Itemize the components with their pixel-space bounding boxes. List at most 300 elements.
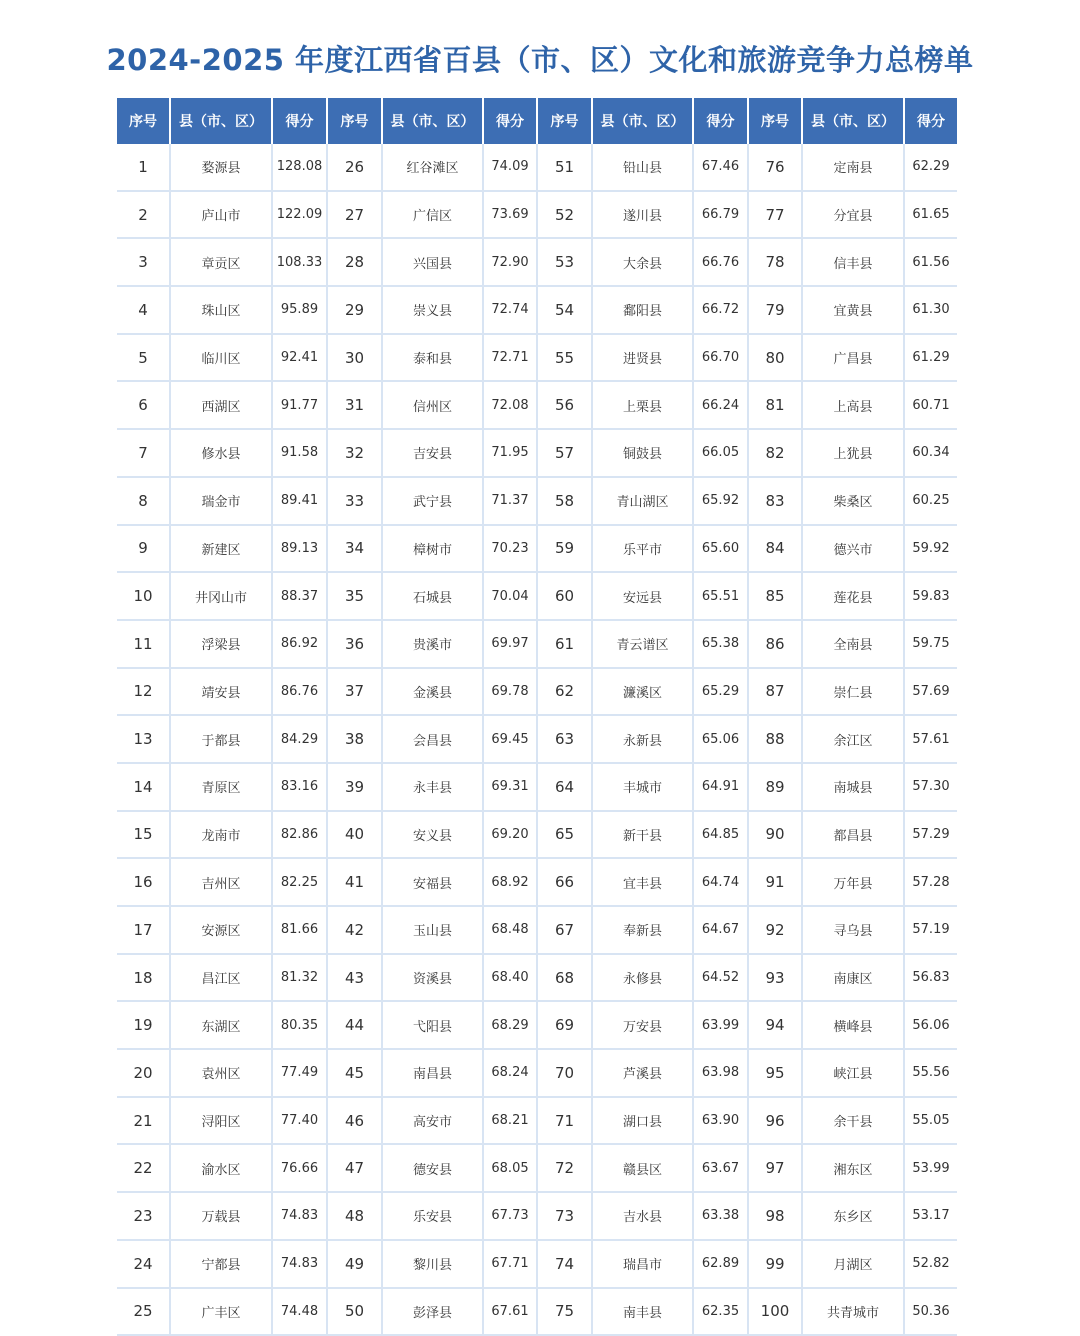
score-cell: 53.17 bbox=[904, 1192, 957, 1240]
rank-cell: 42 bbox=[327, 906, 382, 954]
rank-cell: 76 bbox=[748, 144, 802, 191]
county-name-cell: 万载县 bbox=[170, 1192, 272, 1240]
table-row bbox=[117, 668, 957, 716]
county-name-cell: 万年县 bbox=[802, 858, 904, 906]
rank-cell: 56 bbox=[537, 381, 592, 429]
score-cell: 61.30 bbox=[904, 286, 957, 334]
score-cell: 76.66 bbox=[272, 1144, 327, 1192]
score-cell: 55.05 bbox=[904, 1097, 957, 1145]
score-cell: 72.71 bbox=[483, 334, 537, 382]
column-header: 县（市、区） bbox=[170, 98, 272, 144]
table-row bbox=[117, 381, 957, 429]
table-row bbox=[117, 954, 957, 1002]
rank-cell: 72 bbox=[537, 1144, 592, 1192]
rank-cell: 77 bbox=[748, 191, 802, 239]
score-cell: 80.35 bbox=[272, 1001, 327, 1049]
score-cell: 68.48 bbox=[483, 906, 537, 954]
county-name-cell: 德兴市 bbox=[802, 525, 904, 573]
rank-cell: 26 bbox=[327, 144, 382, 191]
score-cell: 81.32 bbox=[272, 954, 327, 1002]
column-header: 序号 bbox=[748, 98, 802, 144]
score-cell: 61.56 bbox=[904, 238, 957, 286]
table-header-row bbox=[117, 98, 957, 144]
score-cell: 63.98 bbox=[693, 1049, 748, 1097]
score-cell: 65.60 bbox=[693, 525, 748, 573]
county-name-cell: 青原区 bbox=[170, 763, 272, 811]
score-cell: 62.89 bbox=[693, 1240, 748, 1288]
county-name-cell: 信丰县 bbox=[802, 238, 904, 286]
county-name-cell: 高安市 bbox=[382, 1097, 483, 1145]
rank-cell: 16 bbox=[117, 858, 170, 906]
rank-cell: 62 bbox=[537, 668, 592, 716]
rank-cell: 24 bbox=[117, 1240, 170, 1288]
score-cell: 62.29 bbox=[904, 144, 957, 191]
score-cell: 91.77 bbox=[272, 381, 327, 429]
rank-cell: 13 bbox=[117, 715, 170, 763]
rank-cell: 81 bbox=[748, 381, 802, 429]
score-cell: 72.74 bbox=[483, 286, 537, 334]
county-name-cell: 宜丰县 bbox=[592, 858, 693, 906]
score-cell: 53.99 bbox=[904, 1144, 957, 1192]
county-name-cell: 昌江区 bbox=[170, 954, 272, 1002]
column-header: 县（市、区） bbox=[382, 98, 483, 144]
rank-cell: 33 bbox=[327, 477, 382, 525]
county-name-cell: 浔阳区 bbox=[170, 1097, 272, 1145]
county-name-cell: 南城县 bbox=[802, 763, 904, 811]
county-name-cell: 樟树市 bbox=[382, 525, 483, 573]
rank-cell: 14 bbox=[117, 763, 170, 811]
score-cell: 57.29 bbox=[904, 811, 957, 859]
county-name-cell: 安义县 bbox=[382, 811, 483, 859]
rank-cell: 40 bbox=[327, 811, 382, 859]
county-name-cell: 乐平市 bbox=[592, 525, 693, 573]
rank-cell: 27 bbox=[327, 191, 382, 239]
county-name-cell: 横峰县 bbox=[802, 1001, 904, 1049]
rank-cell: 44 bbox=[327, 1001, 382, 1049]
score-cell: 65.92 bbox=[693, 477, 748, 525]
rank-cell: 25 bbox=[117, 1288, 170, 1336]
table-row bbox=[117, 1097, 957, 1145]
rank-cell: 69 bbox=[537, 1001, 592, 1049]
score-cell: 52.82 bbox=[904, 1240, 957, 1288]
county-name-cell: 珠山区 bbox=[170, 286, 272, 334]
score-cell: 68.24 bbox=[483, 1049, 537, 1097]
table-row bbox=[117, 811, 957, 859]
county-name-cell: 渝水区 bbox=[170, 1144, 272, 1192]
score-cell: 70.23 bbox=[483, 525, 537, 573]
table-row bbox=[117, 858, 957, 906]
county-name-cell: 永丰县 bbox=[382, 763, 483, 811]
rank-cell: 75 bbox=[537, 1288, 592, 1336]
score-cell: 60.25 bbox=[904, 477, 957, 525]
county-name-cell: 上犹县 bbox=[802, 429, 904, 477]
table-row bbox=[117, 1192, 957, 1240]
rank-cell: 92 bbox=[748, 906, 802, 954]
county-name-cell: 靖安县 bbox=[170, 668, 272, 716]
county-name-cell: 进贤县 bbox=[592, 334, 693, 382]
score-cell: 84.29 bbox=[272, 715, 327, 763]
rank-cell: 7 bbox=[117, 429, 170, 477]
score-cell: 66.05 bbox=[693, 429, 748, 477]
score-cell: 63.99 bbox=[693, 1001, 748, 1049]
county-name-cell: 青山湖区 bbox=[592, 477, 693, 525]
county-name-cell: 大余县 bbox=[592, 238, 693, 286]
rank-cell: 58 bbox=[537, 477, 592, 525]
rank-cell: 88 bbox=[748, 715, 802, 763]
score-cell: 64.52 bbox=[693, 954, 748, 1002]
rank-cell: 1 bbox=[117, 144, 170, 191]
score-cell: 65.06 bbox=[693, 715, 748, 763]
score-cell: 65.29 bbox=[693, 668, 748, 716]
county-name-cell: 广昌县 bbox=[802, 334, 904, 382]
score-cell: 69.97 bbox=[483, 620, 537, 668]
column-header: 得分 bbox=[272, 98, 327, 144]
score-cell: 64.91 bbox=[693, 763, 748, 811]
rank-cell: 85 bbox=[748, 572, 802, 620]
county-name-cell: 庐山市 bbox=[170, 191, 272, 239]
county-name-cell: 鄱阳县 bbox=[592, 286, 693, 334]
rank-cell: 91 bbox=[748, 858, 802, 906]
rank-cell: 51 bbox=[537, 144, 592, 191]
county-name-cell: 铜鼓县 bbox=[592, 429, 693, 477]
rank-cell: 55 bbox=[537, 334, 592, 382]
county-name-cell: 南丰县 bbox=[592, 1288, 693, 1336]
rank-cell: 95 bbox=[748, 1049, 802, 1097]
score-cell: 86.92 bbox=[272, 620, 327, 668]
county-name-cell: 上高县 bbox=[802, 381, 904, 429]
score-cell: 68.05 bbox=[483, 1144, 537, 1192]
rank-cell: 37 bbox=[327, 668, 382, 716]
score-cell: 81.66 bbox=[272, 906, 327, 954]
column-header: 得分 bbox=[483, 98, 537, 144]
rank-cell: 87 bbox=[748, 668, 802, 716]
score-cell: 66.70 bbox=[693, 334, 748, 382]
rank-cell: 48 bbox=[327, 1192, 382, 1240]
county-name-cell: 新建区 bbox=[170, 525, 272, 573]
rank-cell: 61 bbox=[537, 620, 592, 668]
score-cell: 61.29 bbox=[904, 334, 957, 382]
table-row bbox=[117, 715, 957, 763]
score-cell: 66.76 bbox=[693, 238, 748, 286]
county-name-cell: 湘东区 bbox=[802, 1144, 904, 1192]
rank-cell: 4 bbox=[117, 286, 170, 334]
rank-cell: 5 bbox=[117, 334, 170, 382]
score-cell: 57.61 bbox=[904, 715, 957, 763]
table-row bbox=[117, 238, 957, 286]
score-cell: 83.16 bbox=[272, 763, 327, 811]
score-cell: 62.35 bbox=[693, 1288, 748, 1336]
rank-cell: 19 bbox=[117, 1001, 170, 1049]
score-cell: 82.86 bbox=[272, 811, 327, 859]
column-header: 县（市、区） bbox=[592, 98, 693, 144]
county-name-cell: 吉州区 bbox=[170, 858, 272, 906]
rank-cell: 63 bbox=[537, 715, 592, 763]
county-name-cell: 东湖区 bbox=[170, 1001, 272, 1049]
score-cell: 66.24 bbox=[693, 381, 748, 429]
table-row bbox=[117, 1144, 957, 1192]
table-row bbox=[117, 1001, 957, 1049]
county-name-cell: 宜黄县 bbox=[802, 286, 904, 334]
rank-cell: 38 bbox=[327, 715, 382, 763]
rank-cell: 96 bbox=[748, 1097, 802, 1145]
score-cell: 74.83 bbox=[272, 1192, 327, 1240]
score-cell: 66.72 bbox=[693, 286, 748, 334]
rank-cell: 20 bbox=[117, 1049, 170, 1097]
county-name-cell: 瑞昌市 bbox=[592, 1240, 693, 1288]
column-header: 序号 bbox=[327, 98, 382, 144]
rank-cell: 11 bbox=[117, 620, 170, 668]
rank-cell: 53 bbox=[537, 238, 592, 286]
score-cell: 67.46 bbox=[693, 144, 748, 191]
county-name-cell: 崇义县 bbox=[382, 286, 483, 334]
score-cell: 68.29 bbox=[483, 1001, 537, 1049]
county-name-cell: 袁州区 bbox=[170, 1049, 272, 1097]
county-name-cell: 泰和县 bbox=[382, 334, 483, 382]
table-row bbox=[117, 1288, 957, 1336]
rank-cell: 70 bbox=[537, 1049, 592, 1097]
county-name-cell: 余干县 bbox=[802, 1097, 904, 1145]
score-cell: 77.49 bbox=[272, 1049, 327, 1097]
rank-cell: 93 bbox=[748, 954, 802, 1002]
county-name-cell: 德安县 bbox=[382, 1144, 483, 1192]
rank-cell: 29 bbox=[327, 286, 382, 334]
county-name-cell: 共青城市 bbox=[802, 1288, 904, 1336]
score-cell: 59.92 bbox=[904, 525, 957, 573]
rank-cell: 82 bbox=[748, 429, 802, 477]
county-name-cell: 乐安县 bbox=[382, 1192, 483, 1240]
rank-cell: 89 bbox=[748, 763, 802, 811]
score-cell: 69.78 bbox=[483, 668, 537, 716]
score-cell: 68.92 bbox=[483, 858, 537, 906]
score-cell: 72.90 bbox=[483, 238, 537, 286]
rank-cell: 52 bbox=[537, 191, 592, 239]
county-name-cell: 贵溪市 bbox=[382, 620, 483, 668]
rank-cell: 67 bbox=[537, 906, 592, 954]
county-name-cell: 弋阳县 bbox=[382, 1001, 483, 1049]
rank-cell: 39 bbox=[327, 763, 382, 811]
score-cell: 57.69 bbox=[904, 668, 957, 716]
score-cell: 57.30 bbox=[904, 763, 957, 811]
rank-cell: 73 bbox=[537, 1192, 592, 1240]
score-cell: 69.45 bbox=[483, 715, 537, 763]
county-name-cell: 分宜县 bbox=[802, 191, 904, 239]
table-body bbox=[117, 144, 957, 1335]
ranking-table bbox=[117, 98, 957, 1336]
score-cell: 89.41 bbox=[272, 477, 327, 525]
county-name-cell: 万安县 bbox=[592, 1001, 693, 1049]
rank-cell: 46 bbox=[327, 1097, 382, 1145]
score-cell: 57.19 bbox=[904, 906, 957, 954]
rank-cell: 74 bbox=[537, 1240, 592, 1288]
county-name-cell: 黎川县 bbox=[382, 1240, 483, 1288]
score-cell: 128.08 bbox=[272, 144, 327, 191]
rank-cell: 65 bbox=[537, 811, 592, 859]
score-cell: 69.20 bbox=[483, 811, 537, 859]
score-cell: 108.33 bbox=[272, 238, 327, 286]
score-cell: 68.40 bbox=[483, 954, 537, 1002]
score-cell: 56.83 bbox=[904, 954, 957, 1002]
rank-cell: 6 bbox=[117, 381, 170, 429]
county-name-cell: 丰城市 bbox=[592, 763, 693, 811]
rank-cell: 43 bbox=[327, 954, 382, 1002]
rank-cell: 80 bbox=[748, 334, 802, 382]
rank-cell: 35 bbox=[327, 572, 382, 620]
score-cell: 60.71 bbox=[904, 381, 957, 429]
county-name-cell: 东乡区 bbox=[802, 1192, 904, 1240]
county-name-cell: 彭泽县 bbox=[382, 1288, 483, 1336]
county-name-cell: 资溪县 bbox=[382, 954, 483, 1002]
rank-cell: 30 bbox=[327, 334, 382, 382]
county-name-cell: 永新县 bbox=[592, 715, 693, 763]
score-cell: 88.37 bbox=[272, 572, 327, 620]
score-cell: 61.65 bbox=[904, 191, 957, 239]
score-cell: 82.25 bbox=[272, 858, 327, 906]
county-name-cell: 吉水县 bbox=[592, 1192, 693, 1240]
county-name-cell: 龙南市 bbox=[170, 811, 272, 859]
rank-cell: 86 bbox=[748, 620, 802, 668]
county-name-cell: 月湖区 bbox=[802, 1240, 904, 1288]
county-name-cell: 武宁县 bbox=[382, 477, 483, 525]
county-name-cell: 余江区 bbox=[802, 715, 904, 763]
rank-cell: 45 bbox=[327, 1049, 382, 1097]
county-name-cell: 宁都县 bbox=[170, 1240, 272, 1288]
rank-cell: 98 bbox=[748, 1192, 802, 1240]
rank-cell: 21 bbox=[117, 1097, 170, 1145]
score-cell: 65.51 bbox=[693, 572, 748, 620]
table-row bbox=[117, 429, 957, 477]
rank-cell: 2 bbox=[117, 191, 170, 239]
score-cell: 64.67 bbox=[693, 906, 748, 954]
rank-cell: 97 bbox=[748, 1144, 802, 1192]
score-cell: 122.09 bbox=[272, 191, 327, 239]
county-name-cell: 修水县 bbox=[170, 429, 272, 477]
county-name-cell: 安远县 bbox=[592, 572, 693, 620]
score-cell: 86.76 bbox=[272, 668, 327, 716]
county-name-cell: 于都县 bbox=[170, 715, 272, 763]
score-cell: 50.36 bbox=[904, 1288, 957, 1336]
score-cell: 64.85 bbox=[693, 811, 748, 859]
rank-cell: 100 bbox=[748, 1288, 802, 1336]
county-name-cell: 湖口县 bbox=[592, 1097, 693, 1145]
county-name-cell: 新干县 bbox=[592, 811, 693, 859]
table-row bbox=[117, 1240, 957, 1288]
table-row bbox=[117, 763, 957, 811]
county-name-cell: 莲花县 bbox=[802, 572, 904, 620]
score-cell: 56.06 bbox=[904, 1001, 957, 1049]
rank-cell: 68 bbox=[537, 954, 592, 1002]
county-name-cell: 瑞金市 bbox=[170, 477, 272, 525]
score-cell: 95.89 bbox=[272, 286, 327, 334]
column-header: 序号 bbox=[537, 98, 592, 144]
rank-cell: 71 bbox=[537, 1097, 592, 1145]
county-name-cell: 安福县 bbox=[382, 858, 483, 906]
score-cell: 70.04 bbox=[483, 572, 537, 620]
rank-cell: 32 bbox=[327, 429, 382, 477]
county-name-cell: 临川区 bbox=[170, 334, 272, 382]
table-row bbox=[117, 334, 957, 382]
county-name-cell: 信州区 bbox=[382, 381, 483, 429]
county-name-cell: 婺源县 bbox=[170, 144, 272, 191]
score-cell: 74.09 bbox=[483, 144, 537, 191]
rank-cell: 22 bbox=[117, 1144, 170, 1192]
county-name-cell: 永修县 bbox=[592, 954, 693, 1002]
score-cell: 55.56 bbox=[904, 1049, 957, 1097]
score-cell: 89.13 bbox=[272, 525, 327, 573]
table-row bbox=[117, 286, 957, 334]
column-header: 得分 bbox=[904, 98, 957, 144]
county-name-cell: 遂川县 bbox=[592, 191, 693, 239]
county-name-cell: 奉新县 bbox=[592, 906, 693, 954]
rank-cell: 83 bbox=[748, 477, 802, 525]
score-cell: 91.58 bbox=[272, 429, 327, 477]
rank-cell: 18 bbox=[117, 954, 170, 1002]
score-cell: 67.73 bbox=[483, 1192, 537, 1240]
rank-cell: 64 bbox=[537, 763, 592, 811]
county-name-cell: 玉山县 bbox=[382, 906, 483, 954]
score-cell: 64.74 bbox=[693, 858, 748, 906]
rank-cell: 78 bbox=[748, 238, 802, 286]
county-name-cell: 井冈山市 bbox=[170, 572, 272, 620]
rank-cell: 36 bbox=[327, 620, 382, 668]
score-cell: 65.38 bbox=[693, 620, 748, 668]
rank-cell: 41 bbox=[327, 858, 382, 906]
county-name-cell: 芦溪县 bbox=[592, 1049, 693, 1097]
column-header: 序号 bbox=[117, 98, 170, 144]
score-cell: 74.48 bbox=[272, 1288, 327, 1336]
county-name-cell: 章贡区 bbox=[170, 238, 272, 286]
rank-cell: 57 bbox=[537, 429, 592, 477]
column-header: 得分 bbox=[693, 98, 748, 144]
score-cell: 67.61 bbox=[483, 1288, 537, 1336]
score-cell: 63.38 bbox=[693, 1192, 748, 1240]
rank-cell: 12 bbox=[117, 668, 170, 716]
county-name-cell: 红谷滩区 bbox=[382, 144, 483, 191]
column-header: 县（市、区） bbox=[802, 98, 904, 144]
score-cell: 67.71 bbox=[483, 1240, 537, 1288]
table-row bbox=[117, 525, 957, 573]
score-cell: 63.67 bbox=[693, 1144, 748, 1192]
county-name-cell: 兴国县 bbox=[382, 238, 483, 286]
table-row bbox=[117, 620, 957, 668]
rank-cell: 94 bbox=[748, 1001, 802, 1049]
score-cell: 60.34 bbox=[904, 429, 957, 477]
county-name-cell: 定南县 bbox=[802, 144, 904, 191]
score-cell: 57.28 bbox=[904, 858, 957, 906]
score-cell: 69.31 bbox=[483, 763, 537, 811]
table-row bbox=[117, 477, 957, 525]
county-name-cell: 全南县 bbox=[802, 620, 904, 668]
score-cell: 74.83 bbox=[272, 1240, 327, 1288]
county-name-cell: 濂溪区 bbox=[592, 668, 693, 716]
county-name-cell: 崇仁县 bbox=[802, 668, 904, 716]
rank-cell: 3 bbox=[117, 238, 170, 286]
table-row bbox=[117, 572, 957, 620]
rank-cell: 54 bbox=[537, 286, 592, 334]
rank-cell: 50 bbox=[327, 1288, 382, 1336]
rank-cell: 15 bbox=[117, 811, 170, 859]
score-cell: 73.69 bbox=[483, 191, 537, 239]
county-name-cell: 浮梁县 bbox=[170, 620, 272, 668]
rank-cell: 17 bbox=[117, 906, 170, 954]
score-cell: 71.95 bbox=[483, 429, 537, 477]
score-cell: 59.75 bbox=[904, 620, 957, 668]
rank-cell: 47 bbox=[327, 1144, 382, 1192]
rank-cell: 79 bbox=[748, 286, 802, 334]
county-name-cell: 上栗县 bbox=[592, 381, 693, 429]
table-row bbox=[117, 144, 957, 191]
page-title: 2024-2025 年度江西省百县（市、区）文化和旅游竞争力总榜单 bbox=[106, 43, 974, 77]
table-row bbox=[117, 191, 957, 239]
